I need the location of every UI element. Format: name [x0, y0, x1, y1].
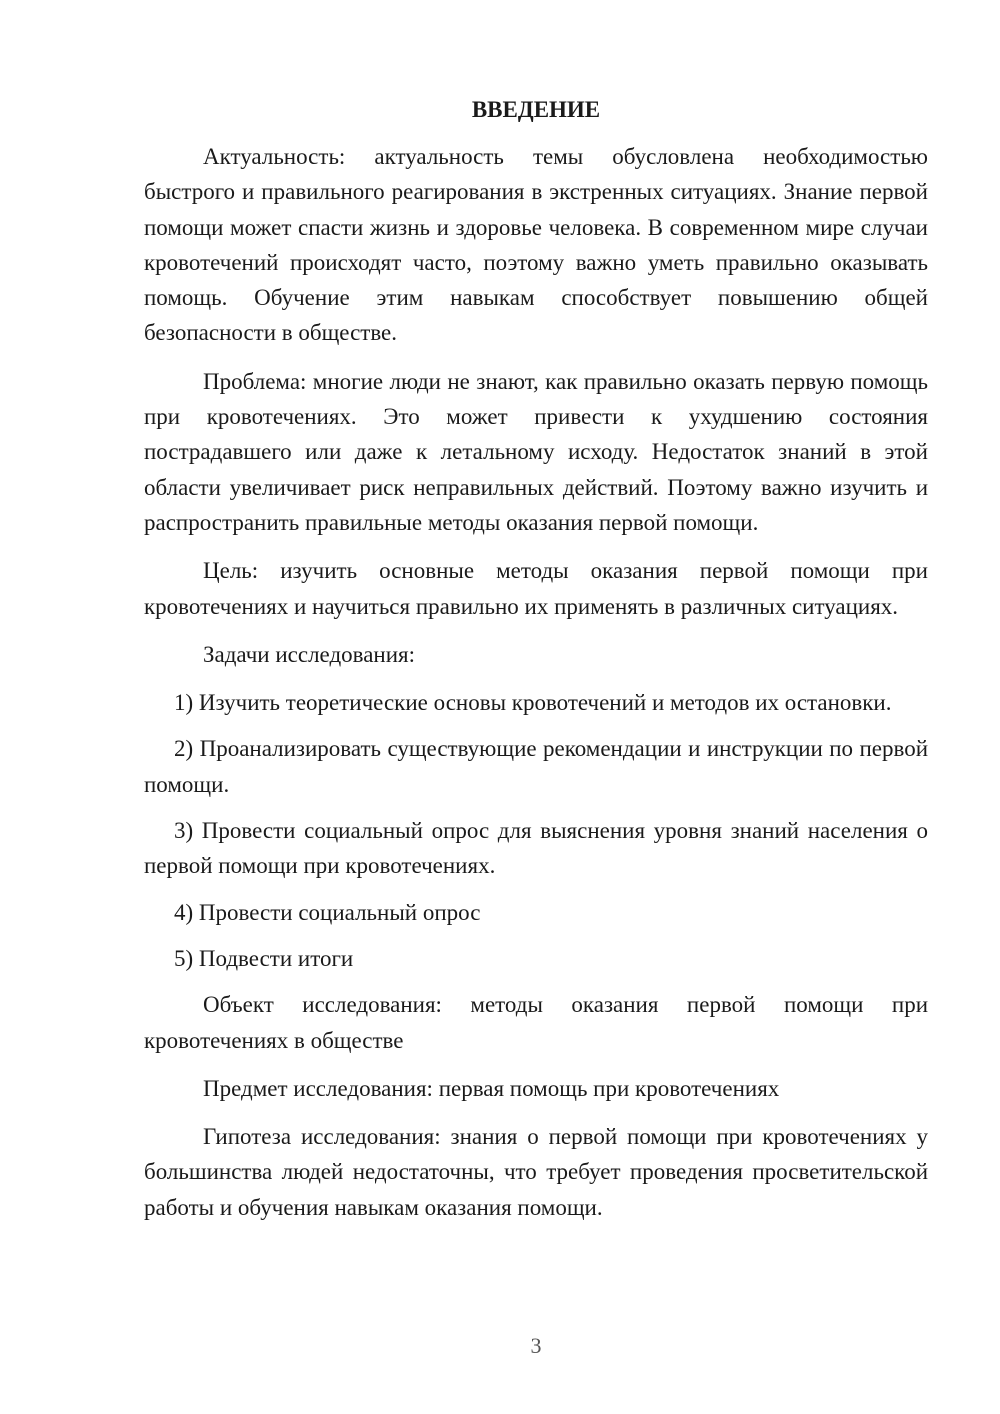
hypothesis-paragraph: Гипотеза исследования: знания о первой помощи при кровотечениях у большинства людей недостаточны, что требует проведения просветительской работы и обучения навыкам оказания помощи.: [144, 1124, 928, 1220]
page-number: 3: [530, 1333, 542, 1358]
goal-paragraph: Цель: изучить основные методы оказания первой помощи при кровотечениях и научиться правильно их применять в различных ситуациях.: [144, 558, 928, 619]
subject-paragraph: Предмет исследования: первая помощь при кровотечениях: [203, 1075, 780, 1101]
tasks-heading: Задачи исследования:: [203, 641, 416, 667]
page-title: ВВЕДЕНИЕ: [471, 97, 601, 122]
object-paragraph: Объект исследования: методы оказания первой помощи при кровотечениях в обществе: [144, 992, 928, 1053]
relevance-paragraph: Актуальность: актуальность темы обусловлена необходимостью быстрого и правильного реагирования в экстренных ситуациях. Знание первой помощи может спасти жизнь и здоровье человека. В современном мире случаи кровотечений происходят часто, поэтому важно уметь правильно оказывать помощь. Обучение этим навыкам способствует повышению общей безопасности в обществе.: [144, 144, 928, 346]
problem-paragraph: Проблема: многие люди не знают, как правильно оказать первую помощь при кровотечениях. Это может привести к ухудшению состояния пострадавшего или даже к летальному исходу. Недостаток знаний в этой области увеличивает риск неправильных действий. Поэтому важно изучить и распространить правильные методы оказания первой помощи.: [144, 368, 928, 535]
tasks-list: [144, 685, 928, 976]
task-item: 1) Изучить теоретические основы кровотечений и методов их остановки.: [174, 690, 892, 716]
task-item: 3) Провести социальный опрос для выяснения уровня знаний населения о первой помощи при кровотечениях.: [144, 818, 928, 879]
page-content: [144, 92, 928, 1238]
task-item: 2) Проанализировать существующие рекомендации и инструкции по первой помощи.: [144, 736, 928, 797]
task-item: 5) Подвести итоги: [174, 945, 354, 971]
task-item: 4) Провести социальный опрос: [174, 899, 481, 925]
